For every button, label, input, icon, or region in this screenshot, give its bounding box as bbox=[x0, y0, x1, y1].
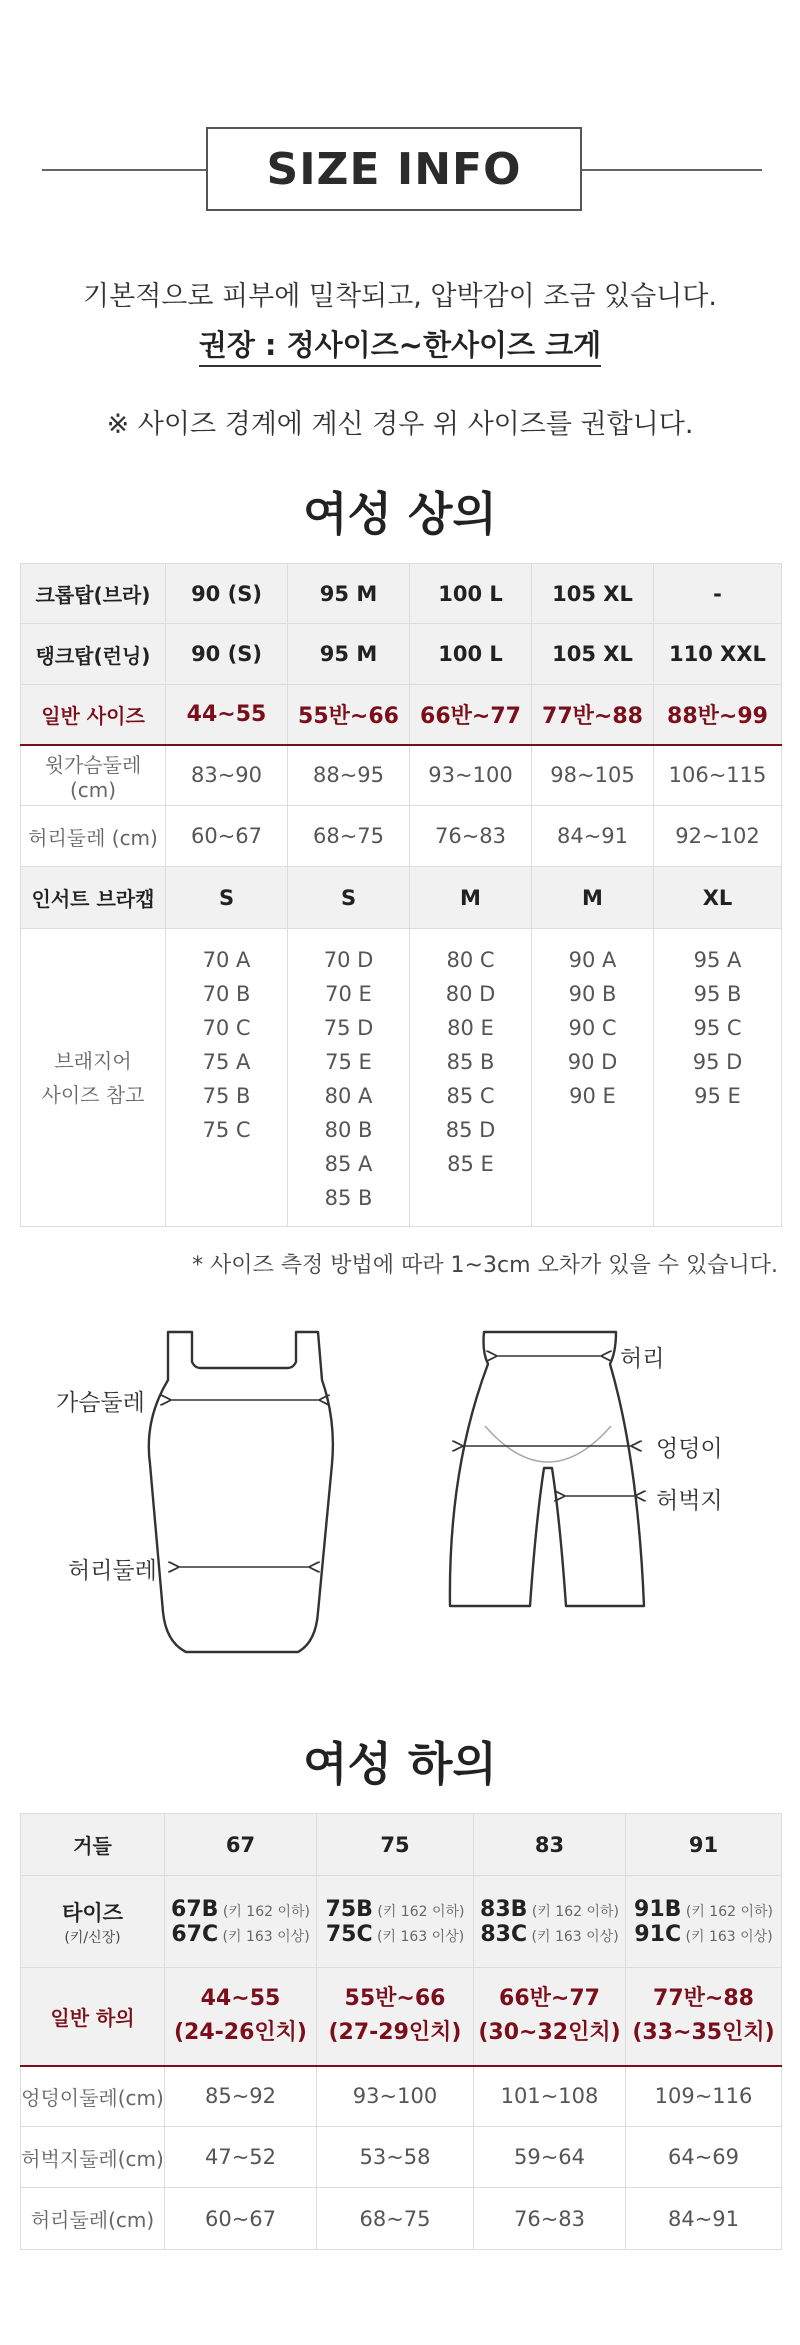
top-size-table bbox=[20, 563, 782, 1227]
table-row bbox=[21, 1876, 782, 1968]
row-label: 윗가슴둘레 (cm) bbox=[21, 745, 166, 806]
table-cell: 55반~66 bbox=[288, 685, 410, 745]
general-inch: (27-29인치) bbox=[328, 2020, 462, 2046]
general-size: 44~55 bbox=[200, 1986, 281, 2012]
row-label: 일반 사이즈 bbox=[21, 685, 166, 745]
tights-size-line bbox=[317, 1922, 473, 1947]
bra-size-value: 85 C bbox=[446, 1084, 495, 1108]
header-divider-right bbox=[582, 169, 762, 171]
bra-size-value: 80 B bbox=[324, 1118, 373, 1142]
chest-label: 가슴둘레 bbox=[56, 1390, 145, 1416]
table-cell: 67 bbox=[165, 1814, 317, 1876]
table-cell: S bbox=[166, 867, 288, 929]
bra-size-value: 90 E bbox=[569, 1084, 616, 1108]
table-cell: 77반~88 bbox=[532, 685, 654, 745]
thigh-label: 허벅지 bbox=[656, 1488, 723, 1514]
row-label: 허벅지둘레(cm) bbox=[21, 2127, 165, 2188]
row-label: 엉덩이둘레(cm) bbox=[21, 2066, 165, 2127]
tights-size-line bbox=[626, 1922, 781, 1947]
table-row bbox=[21, 2188, 782, 2250]
table-cell: - bbox=[654, 564, 782, 624]
size-info-box bbox=[206, 127, 582, 211]
table-cell: 83 bbox=[474, 1814, 626, 1876]
table-cell: M bbox=[410, 867, 532, 929]
table-cell: 60~67 bbox=[165, 2188, 317, 2250]
table-cell: 88~95 bbox=[288, 745, 410, 806]
bra-size-value: 80 C bbox=[446, 948, 495, 972]
bra-size-value: 80 E bbox=[447, 1016, 494, 1040]
tights-size-line bbox=[474, 1922, 625, 1947]
header-divider-left bbox=[42, 169, 206, 171]
table-cell: 84~91 bbox=[626, 2188, 782, 2250]
bra-size-value: 90 B bbox=[568, 982, 617, 1006]
table-cell: 106~115 bbox=[654, 745, 782, 806]
tights-cell bbox=[474, 1876, 626, 1968]
row-label: 타이즈 (키/신장) bbox=[21, 1876, 165, 1968]
bra-size-value: 85 B bbox=[446, 1050, 495, 1074]
bra-size-value: 85 D bbox=[445, 1118, 496, 1142]
table-cell: 90 (S) bbox=[166, 624, 288, 685]
row-label: 크롭탑(브라) bbox=[21, 564, 166, 624]
table-row bbox=[21, 806, 782, 867]
section-title-top: 여성 상의 bbox=[303, 487, 497, 541]
tights-height-note: (키 163 이상) bbox=[681, 1928, 773, 1945]
table-cell: 93~100 bbox=[317, 2066, 474, 2127]
hip-label: 엉덩이 bbox=[656, 1436, 723, 1462]
table-cell: XL bbox=[654, 867, 782, 929]
recommendation-text: 권장 : 정사이즈~한사이즈 크게 bbox=[0, 323, 800, 364]
table-cell: 83~90 bbox=[166, 745, 288, 806]
table-cell: 98~105 bbox=[532, 745, 654, 806]
row-label: 탱크탑(런닝) bbox=[21, 624, 166, 685]
right-waist-label: 허리 bbox=[620, 1346, 665, 1372]
bra-size-value: 90 C bbox=[568, 1016, 617, 1040]
row-label: 거들 bbox=[21, 1814, 165, 1876]
table-row bbox=[21, 685, 782, 745]
table-cell: M bbox=[532, 867, 654, 929]
bra-size-value: 95 E bbox=[694, 1084, 741, 1108]
bra-size-value: 70 A bbox=[202, 948, 251, 972]
bra-size-value: 90 A bbox=[568, 948, 617, 972]
table-cell: 110 XXL bbox=[654, 624, 782, 685]
table-cell: 91 bbox=[626, 1814, 782, 1876]
tights-height-note: (키 163 이상) bbox=[372, 1928, 465, 1945]
table-cell: 88반~99 bbox=[654, 685, 782, 745]
bra-size-cell bbox=[532, 929, 654, 1227]
bra-size-value: 85 B bbox=[324, 1186, 373, 1210]
bra-size-cell bbox=[166, 929, 288, 1227]
general-inch: (30~32인치) bbox=[478, 2020, 621, 2046]
row-label: 브래지어 사이즈 참고 bbox=[21, 929, 166, 1227]
hip-curve bbox=[485, 1426, 611, 1462]
bra-size-cell bbox=[288, 929, 410, 1227]
tights-cell bbox=[626, 1876, 782, 1968]
bra-size-value: 90 D bbox=[567, 1050, 618, 1074]
general-cell bbox=[626, 1968, 782, 2066]
table-cell: 90 (S) bbox=[166, 564, 288, 624]
tights-height-note: (키 162 이하) bbox=[372, 1903, 465, 1920]
bra-size-cell bbox=[654, 929, 782, 1227]
table-cell: 85~92 bbox=[165, 2066, 317, 2127]
table-row bbox=[21, 1814, 782, 1876]
size-info-title: SIZE INFO bbox=[266, 143, 522, 195]
bra-size-value: 75 B bbox=[202, 1084, 251, 1108]
tank-top-outline bbox=[149, 1332, 333, 1652]
row-label: 일반 하의 bbox=[21, 1968, 165, 2066]
tights-size: 75B bbox=[325, 1896, 373, 1922]
tights-size: 91C bbox=[634, 1921, 682, 1947]
table-cell: 64~69 bbox=[626, 2127, 782, 2188]
tights-size: 83C bbox=[480, 1921, 528, 1947]
boundary-note: ※ 사이즈 경계에 계신 경우 위 사이즈를 권합니다. bbox=[106, 409, 694, 440]
table-cell: 95 M bbox=[288, 624, 410, 685]
table-row bbox=[21, 1968, 782, 2066]
tights-cell bbox=[317, 1876, 474, 1968]
bra-size-value: 80 D bbox=[445, 982, 496, 1006]
table-cell: 105 XL bbox=[532, 624, 654, 685]
section-title-bottom: 여성 하의 bbox=[303, 1737, 497, 1791]
waist-label: 허리둘레 bbox=[68, 1558, 157, 1584]
row-label: 허리둘레 (cm) bbox=[21, 806, 166, 867]
bra-size-value: 70 D bbox=[323, 948, 374, 972]
bra-size-value: 95 B bbox=[693, 982, 742, 1006]
table-row bbox=[21, 2127, 782, 2188]
tights-size: 75C bbox=[325, 1921, 373, 1947]
table-cell: 101~108 bbox=[474, 2066, 626, 2127]
general-cell bbox=[165, 1968, 317, 2066]
table-cell: 76~83 bbox=[474, 2188, 626, 2250]
general-size: 55반~66 bbox=[344, 1986, 446, 2012]
table-cell: 60~67 bbox=[166, 806, 288, 867]
table-cell: 105 XL bbox=[532, 564, 654, 624]
bra-size-value: 70 B bbox=[202, 982, 251, 1006]
tights-height-note: (키 163 이상) bbox=[218, 1928, 310, 1945]
measurement-diagram bbox=[0, 1320, 800, 1680]
table-row bbox=[21, 867, 782, 929]
table-cell: 66반~77 bbox=[410, 685, 532, 745]
table-cell: S bbox=[288, 867, 410, 929]
tights-size-line bbox=[474, 1897, 625, 1922]
general-size: 77반~88 bbox=[653, 1986, 754, 2012]
general-size: 66반~77 bbox=[499, 1986, 600, 2012]
table-cell: 100 L bbox=[410, 624, 532, 685]
table-cell: 84~91 bbox=[532, 806, 654, 867]
bra-size-value: 75 D bbox=[323, 1016, 374, 1040]
bottom-size-table bbox=[20, 1813, 782, 2250]
table-cell: 109~116 bbox=[626, 2066, 782, 2127]
tights-height-note: (키 162 이하) bbox=[681, 1903, 773, 1920]
table-cell: 47~52 bbox=[165, 2127, 317, 2188]
tights-size: 91B bbox=[634, 1896, 682, 1922]
bra-size-cell bbox=[410, 929, 532, 1227]
table-cell: 59~64 bbox=[474, 2127, 626, 2188]
tights-size: 67B bbox=[171, 1896, 219, 1922]
intro-text: 기본적으로 피부에 밀착되고, 압박감이 조금 있습니다. bbox=[83, 281, 717, 312]
tights-size-line bbox=[626, 1897, 781, 1922]
bra-size-value: 95 A bbox=[693, 948, 742, 972]
tights-size-line bbox=[317, 1897, 473, 1922]
shorts-outline bbox=[450, 1332, 644, 1606]
table-row bbox=[21, 2066, 782, 2127]
bra-size-value: 75 E bbox=[325, 1050, 372, 1074]
tights-size-line bbox=[165, 1897, 316, 1922]
tights-height-note: (키 162 이하) bbox=[527, 1903, 619, 1920]
table-cell: 95 M bbox=[288, 564, 410, 624]
tights-size-line bbox=[165, 1922, 316, 1947]
table-cell: 68~75 bbox=[288, 806, 410, 867]
tights-height-note: (키 163 이상) bbox=[527, 1928, 619, 1945]
bra-size-value: 75 A bbox=[202, 1050, 251, 1074]
table-cell: 44~55 bbox=[166, 685, 288, 745]
row-label: 허리둘레(cm) bbox=[21, 2188, 165, 2250]
general-cell bbox=[474, 1968, 626, 2066]
bra-size-value: 85 A bbox=[324, 1152, 373, 1176]
bra-size-value: 70 C bbox=[202, 1016, 251, 1040]
tights-height-note: (키 162 이하) bbox=[218, 1903, 310, 1920]
bra-size-value: 70 E bbox=[325, 982, 372, 1006]
measurement-footnote: * 사이즈 측정 방법에 따라 1~3cm 오차가 있을 수 있습니다. bbox=[192, 1253, 778, 1278]
bra-size-value: 95 D bbox=[692, 1050, 743, 1074]
table-cell: 68~75 bbox=[317, 2188, 474, 2250]
table-cell: 100 L bbox=[410, 564, 532, 624]
general-inch: (33~35인치) bbox=[632, 2020, 775, 2046]
size-info-header bbox=[0, 125, 800, 215]
table-cell: 93~100 bbox=[410, 745, 532, 806]
table-cell: 76~83 bbox=[410, 806, 532, 867]
bra-size-value: 85 E bbox=[447, 1152, 494, 1176]
tights-size: 83B bbox=[480, 1896, 528, 1922]
general-cell bbox=[317, 1968, 474, 2066]
general-inch: (24-26인치) bbox=[174, 2020, 307, 2046]
bra-size-row bbox=[21, 929, 782, 1227]
tights-cell bbox=[165, 1876, 317, 1968]
table-cell: 75 bbox=[317, 1814, 474, 1876]
table-cell: 53~58 bbox=[317, 2127, 474, 2188]
tights-size: 67C bbox=[171, 1921, 219, 1947]
table-row bbox=[21, 624, 782, 685]
table-row bbox=[21, 745, 782, 806]
bra-size-value: 80 A bbox=[324, 1084, 373, 1108]
table-row bbox=[21, 564, 782, 624]
table-cell: 92~102 bbox=[654, 806, 782, 867]
bra-size-value: 95 C bbox=[693, 1016, 742, 1040]
row-label: 인서트 브라캡 bbox=[21, 867, 166, 929]
bra-size-value: 75 C bbox=[202, 1118, 251, 1142]
